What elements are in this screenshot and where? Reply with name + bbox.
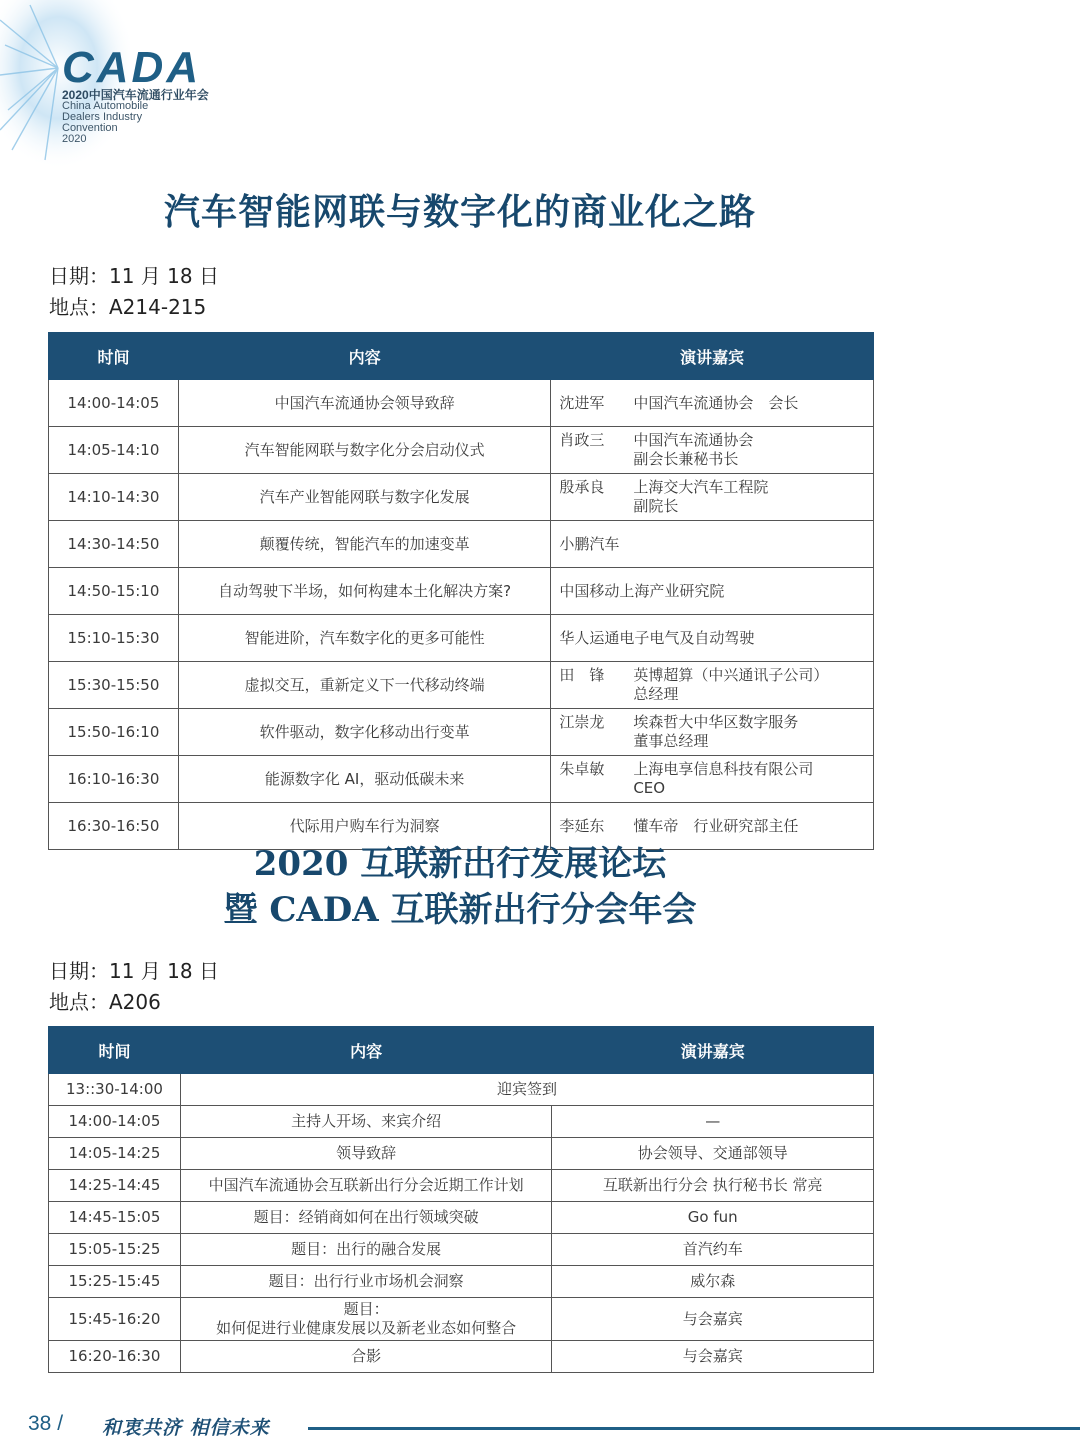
table-row	[49, 1202, 874, 1234]
speaker-name: 江崇龙	[559, 713, 605, 731]
table-row	[49, 1266, 874, 1298]
table-row-welcome	[49, 1074, 874, 1106]
speaker-line	[559, 535, 865, 554]
cada-logo-mark: CADA	[62, 43, 202, 92]
row-speaker: 协会领导、交通部领导	[552, 1138, 874, 1170]
speaker-title: 上海电享信息科技有限公司	[633, 760, 814, 778]
row-time: 15:25-15:45	[49, 1266, 181, 1298]
row-time: 14:45-15:05	[49, 1202, 181, 1234]
row-time: 15:30-15:50	[49, 662, 179, 709]
row-time: 14:25-14:45	[49, 1170, 181, 1202]
table-row	[49, 1170, 874, 1202]
speaker-title: 英博超算（中兴通讯子公司）	[633, 666, 829, 684]
row-content: 智能进阶，汽车数字化的更多可能性	[178, 615, 550, 662]
speaker-line	[559, 779, 865, 798]
section2-place: 地点：A206	[49, 990, 161, 1014]
table-row	[49, 474, 874, 521]
speaker-name: 肖政三	[559, 431, 605, 449]
table-row	[49, 1234, 874, 1266]
speaker-name: 华人运通电子电气及自动驾驶	[559, 628, 755, 647]
speaker-line	[559, 431, 865, 450]
row-time: 16:10-16:30	[49, 756, 179, 803]
row-speaker: 与会嘉宾	[552, 1341, 874, 1373]
speaker-line	[559, 497, 865, 516]
footer-rule	[308, 1427, 1080, 1430]
table-row	[49, 1341, 874, 1373]
table-row	[49, 1138, 874, 1170]
section1-place: 地点：A214-215	[49, 295, 207, 319]
row-speaker	[551, 756, 874, 803]
table-row	[49, 427, 874, 474]
table-row	[49, 756, 874, 803]
logo-en-line: Convention	[62, 122, 118, 134]
row-content: 能源数字化 AI，驱动低碳未来	[178, 756, 550, 803]
row-content	[180, 1202, 552, 1234]
row-speaker	[551, 568, 874, 615]
speaker-name: 沈进军	[559, 393, 605, 412]
content-line: 题目：出行行业市场机会洞察	[268, 1272, 464, 1290]
row-content: 汽车智能网联与数字化分会启动仪式	[178, 427, 550, 474]
row-speaker	[551, 474, 874, 521]
speaker-title-line2: 副会长兼秘书长	[633, 450, 739, 468]
row-time: 14:00-14:05	[49, 1106, 181, 1138]
content-line: 中国汽车流通协会互联新出行分会近期工作计划	[208, 1176, 524, 1194]
speaker-title: 中国汽车流通协会 会长	[633, 393, 799, 412]
row-content	[180, 1298, 552, 1341]
row-time: 14:10-14:30	[49, 474, 179, 521]
row-speaker: Go fun	[552, 1202, 874, 1234]
row-content: 颠覆传统，智能汽车的加速变革	[178, 521, 550, 568]
row-content	[180, 1138, 552, 1170]
row-speaker	[551, 521, 874, 568]
row-speaker	[551, 380, 874, 427]
row-content	[180, 1341, 552, 1373]
speaker-name: 李延东	[559, 816, 605, 835]
logo-en-line: 2020	[62, 133, 87, 145]
content-line: 题目：经销商如何在出行领域突破	[253, 1208, 479, 1226]
speaker-title: 上海交大汽车工程院	[633, 478, 769, 496]
header-content: 内容	[178, 333, 550, 380]
logo-en-line: China Automobile	[62, 100, 149, 112]
table-row	[49, 1298, 874, 1341]
row-time: 15:50-16:10	[49, 709, 179, 756]
content-line: 如何促进行业健康发展以及新老业态如何整合	[216, 1319, 517, 1337]
section1-title: 汽车智能网联与数字化的商业化之路	[163, 191, 756, 233]
row-speaker	[551, 427, 874, 474]
row-content: 软件驱动，数字化移动出行变革	[178, 709, 550, 756]
page-number: 38 /	[28, 1412, 64, 1435]
speaker-title-line2: 副院长	[633, 497, 679, 515]
content-line: 合影	[351, 1347, 382, 1365]
speaker-line	[559, 394, 865, 413]
speaker-line	[559, 760, 865, 779]
speaker-title-line2: CEO	[633, 779, 666, 797]
row-content: 虚拟交互，重新定义下一代移动终端	[178, 662, 550, 709]
row-content: 代际用户购车行为洞察	[178, 803, 550, 850]
speaker-line	[559, 450, 865, 469]
header-content: 内容	[180, 1027, 552, 1074]
table-row	[49, 568, 874, 615]
row-speaker	[551, 709, 874, 756]
speaker-line	[559, 732, 865, 751]
row-time: 16:20-16:30	[49, 1341, 181, 1373]
row-content: 自动驾驶下半场，如何构建本土化解决方案?	[178, 568, 550, 615]
content-line: 题目：	[343, 1300, 389, 1318]
table-row	[49, 615, 874, 662]
speaker-line	[559, 685, 865, 704]
row-speaker: 威尔森	[552, 1266, 874, 1298]
row-speaker: 与会嘉宾	[552, 1298, 874, 1341]
row-time: 14:00-14:05	[49, 380, 179, 427]
speaker-name: 中国移动上海产业研究院	[559, 581, 725, 600]
speaker-line	[559, 817, 865, 836]
speaker-line	[559, 666, 865, 685]
speaker-title: 埃森哲大中华区数字服务	[633, 713, 799, 731]
speaker-title: 中国汽车流通协会	[633, 431, 754, 449]
speaker-name: 殷承良	[559, 478, 605, 496]
table-row	[49, 709, 874, 756]
table-header-row	[49, 333, 874, 380]
speaker-line	[559, 478, 865, 497]
row-content: 汽车产业智能网联与数字化发展	[178, 474, 550, 521]
speaker-line	[559, 629, 865, 648]
row-content	[180, 1106, 552, 1138]
header-speaker: 演讲嘉宾	[552, 1027, 874, 1074]
row-time: 15:10-15:30	[49, 615, 179, 662]
row-speaker: 首汽约车	[552, 1234, 874, 1266]
row-speaker	[551, 615, 874, 662]
content-line: 领导致辞	[336, 1144, 397, 1162]
content-line: 题目：出行的融合发展	[291, 1240, 442, 1258]
row-content: 迎宾签到	[180, 1074, 873, 1106]
row-content	[180, 1170, 552, 1202]
section2-date: 日期：11 月 18 日	[49, 959, 219, 983]
logo-cn-subtitle: 2020中国汽车流通行业年会	[62, 88, 209, 102]
speaker-name: 小鹏汽车	[559, 534, 620, 553]
row-content: 中国汽车流通协会领导致辞	[178, 380, 550, 427]
speaker-line	[559, 713, 865, 732]
row-time: 16:30-16:50	[49, 803, 179, 850]
section2-title-line2: 暨 CADA 互联新出行分会年会	[223, 890, 697, 930]
speaker-title-line2: 总经理	[633, 685, 679, 703]
row-time: 14:30-14:50	[49, 521, 179, 568]
row-time: 14:50-15:10	[49, 568, 179, 615]
row-time: 13::30-14:00	[49, 1074, 181, 1106]
content-line: 主持人开场、来宾介绍	[291, 1112, 442, 1130]
table-row	[49, 521, 874, 568]
row-content	[180, 1234, 552, 1266]
row-content	[180, 1266, 552, 1298]
section2-schedule-table	[48, 1026, 874, 1373]
header-time: 时间	[49, 1027, 181, 1074]
row-time: 14:05-14:25	[49, 1138, 181, 1170]
speaker-title: 懂车帝 行业研究部主任	[633, 816, 799, 835]
table-row	[49, 380, 874, 427]
row-speaker	[551, 662, 874, 709]
speaker-line	[559, 582, 865, 601]
row-speaker: 互联新出行分会 执行秘书长 常亮	[552, 1170, 874, 1202]
row-time: 15:05-15:25	[49, 1234, 181, 1266]
speaker-name: 朱卓敏	[559, 760, 605, 778]
speaker-title-line2: 董事总经理	[633, 732, 709, 750]
header-speaker: 演讲嘉宾	[551, 333, 874, 380]
speaker-name: 田 锋	[559, 666, 605, 684]
cada-logo	[62, 43, 209, 145]
header-time: 时间	[49, 333, 179, 380]
table-row	[49, 1106, 874, 1138]
section2-title-line1: 2020 互联新出行发展论坛	[253, 844, 667, 884]
table-row	[49, 662, 874, 709]
row-speaker: —	[552, 1106, 874, 1138]
page-footer	[28, 1410, 1080, 1442]
table-header-row	[49, 1027, 874, 1074]
row-time: 15:45-16:20	[49, 1298, 181, 1341]
section1-schedule-table	[48, 332, 874, 850]
logo-en-line: Dealers Industry	[62, 111, 143, 123]
row-time: 14:05-14:10	[49, 427, 179, 474]
footer-slogan: 和衷共济 相信未来	[102, 1417, 270, 1439]
section1-date: 日期：11 月 18 日	[49, 264, 219, 288]
